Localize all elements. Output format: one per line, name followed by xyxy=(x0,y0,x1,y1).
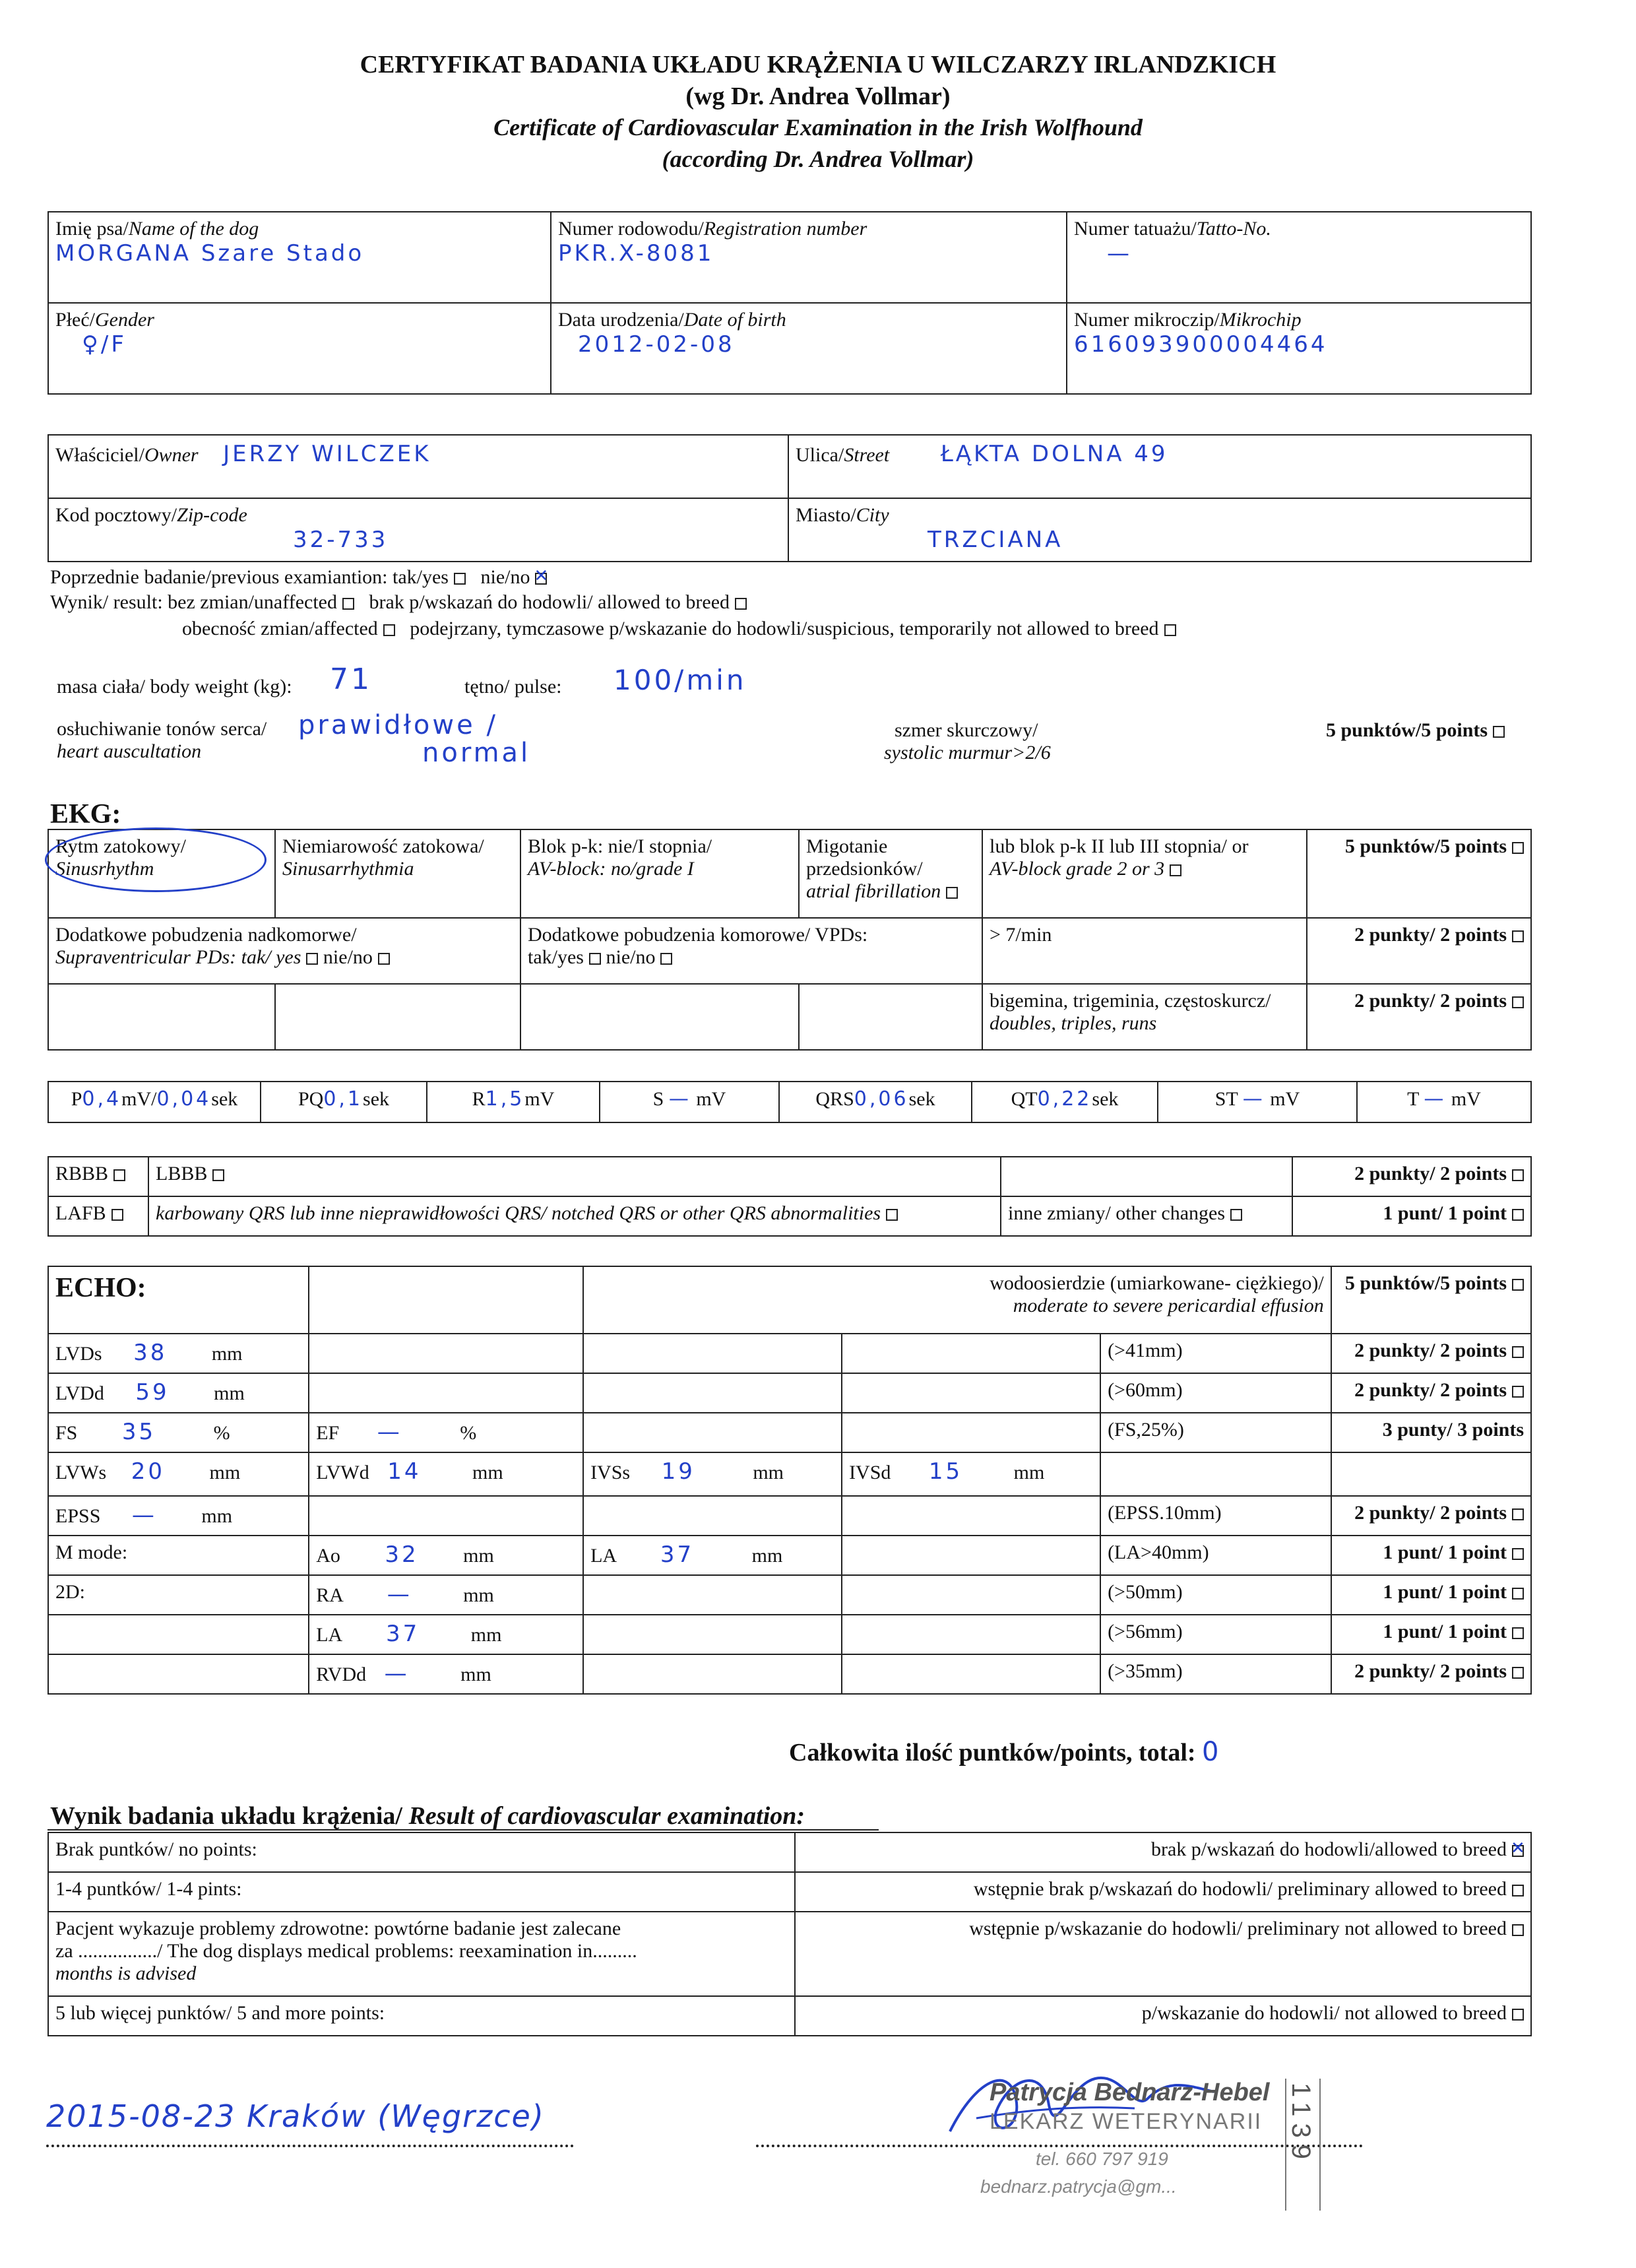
chip-value: 616093900004464 xyxy=(1074,331,1328,358)
qrs-value: 0,06 xyxy=(854,1087,909,1111)
vpd-yes-checkbox[interactable] xyxy=(589,953,601,965)
street-value: ŁĄKTA DOLNA 49 xyxy=(940,441,1168,467)
av2-checkbox[interactable] xyxy=(1170,864,1181,876)
stamp-number: 1139 xyxy=(1286,2083,1315,2166)
ivsd-value: 15 xyxy=(928,1458,963,1485)
gender-label-pl: Płeć/ xyxy=(55,309,95,331)
echo-title: ECHO: xyxy=(55,1273,146,1303)
lbbb-label: LBBB xyxy=(156,1163,208,1184)
lvds-value: 38 xyxy=(133,1340,168,1366)
dob-value: 2012-02-08 xyxy=(578,331,735,358)
total-value: 0 xyxy=(1202,1737,1222,1767)
dob-label-pl: Data urodzenia/ xyxy=(558,309,684,331)
ausc-label-en: heart auscultation xyxy=(57,740,202,762)
city-value: TRZCIANA xyxy=(928,527,1063,553)
r1-left: Brak puntków/ no points: xyxy=(55,1838,257,1860)
weight-label: masa ciała/ body weight (kg): xyxy=(57,676,292,697)
dog-name-label-en: Name of the dog xyxy=(128,218,259,240)
subtitle-en: (according Dr. Andrea Vollmar) xyxy=(662,146,974,172)
sinus-label-pl: Rytm zatokowy/ xyxy=(55,835,186,857)
owner-table xyxy=(47,434,1532,562)
title-en: Certificate of Cardiovascular Examination in the Irish Wolfhound xyxy=(493,114,1143,141)
qt-value: 0,22 xyxy=(1037,1087,1092,1111)
r3-left-3: months is advised xyxy=(55,1962,197,1984)
ra-checkbox[interactable] xyxy=(1512,1588,1524,1600)
r3-checkbox[interactable] xyxy=(1512,1924,1524,1936)
tattoo-value: — xyxy=(1107,240,1132,267)
fs-criterion: (FS,25%) xyxy=(1108,1419,1184,1441)
reg-label-en: Registration number xyxy=(703,218,867,240)
allowed-checkbox[interactable] xyxy=(735,598,747,610)
av2-label-pl: lub blok p-k II lub III stopnia/ or xyxy=(990,835,1249,857)
result-title xyxy=(50,1801,805,1831)
owner-value: JERZY WILCZEK xyxy=(223,441,431,467)
zip-value: 32-733 xyxy=(293,527,389,553)
vpd-no-checkbox[interactable] xyxy=(660,953,672,965)
la2-value: 37 xyxy=(386,1621,420,1647)
av2-label-en: AV-block grade 2 or 3 xyxy=(990,858,1165,880)
stamp-title: LEKARZ WETERYNARII xyxy=(990,2109,1263,2134)
rbbb-label: RBBB xyxy=(55,1163,109,1184)
ekg-points2: 2 punkty/ 2 points xyxy=(1354,924,1507,946)
rvdd-criterion: (>35mm) xyxy=(1108,1660,1183,1682)
suspicious-checkbox[interactable] xyxy=(1164,624,1176,636)
affected-label: obecność zmian/affected xyxy=(182,618,378,639)
weight-value: 71 xyxy=(330,663,372,696)
result-line xyxy=(50,591,747,614)
echo-table: ECHO: wodoosierdzie (umiarkowane- ciężkiego)/ moderate to severe pericardial effusion 5 punktów/5 points LVDs 38 mm (>41mm) 2 punkty/ 2 points LVDd 59 mm (>60mm) 2 punkty/ 2 points FS 35 % EF — % (FS,25%) 3 punty/ 3 points LVWs 20 mm LVWd 14 mm IVSs 19 mm IVSd 15 mm EPSS — mm (EPSS.10mm) 2 punkty/ 2 points M mode: Ao 32 mm LA 37 mm (LA>40mm) 1 punt/ 1 point 2D: RA — mm (>50mm) 1 punt/ 1 point LA 37 mm (>56mm) 1 punt/ 1 point RVDd — mm (>35mm) 2 punkty/ 2 points xyxy=(47,1266,1532,1695)
r2-right: wstępnie brak p/wskazań do hodowli/ preliminary allowed to breed xyxy=(973,1878,1507,1900)
lafb-checkbox[interactable] xyxy=(111,1209,123,1221)
la-value: 37 xyxy=(660,1541,695,1568)
la2-points: 1 punt/ 1 point xyxy=(1383,1621,1507,1642)
la2-checkbox[interactable] xyxy=(1512,1627,1524,1639)
s-value: — xyxy=(668,1087,691,1111)
lvdd-criterion: (>60mm) xyxy=(1108,1379,1183,1401)
result-title-en: Result of cardiovascular examination: xyxy=(408,1802,805,1830)
epss-criterion: (EPSS.10mm) xyxy=(1108,1502,1222,1524)
owner-label-pl: Właściciel/ xyxy=(55,444,144,466)
dog-name-label-pl: Imię psa/ xyxy=(55,218,129,240)
r1-checkbox[interactable] xyxy=(1512,1845,1524,1857)
ekg-points5-checkbox[interactable] xyxy=(1512,842,1524,854)
r2-left: 1-4 puntków/ 1-4 pints: xyxy=(55,1878,242,1900)
zip-label-pl: Kod pocztowy/ xyxy=(55,504,177,526)
bigem-label-en: doubles, triples, runs xyxy=(990,1012,1157,1034)
effusion-points: 5 punktów/5 points xyxy=(1344,1272,1507,1294)
lvwd-value: 14 xyxy=(387,1458,422,1485)
dob-label-en: Date of birth xyxy=(683,309,786,331)
rvdd-value: — xyxy=(384,1660,410,1687)
vpd-label-pl: Dodatkowe pobudzenia komorowe/ VPDs: xyxy=(528,924,868,946)
st-value: — xyxy=(1242,1087,1265,1111)
r2-checkbox[interactable] xyxy=(1512,1885,1524,1896)
lvdd-checkbox[interactable] xyxy=(1512,1386,1524,1398)
effusion-label-pl: wodoosierdzie (umiarkowane- ciężkiego)/ xyxy=(990,1272,1324,1294)
bundle-points2: 2 punkty/ 2 points xyxy=(1354,1163,1507,1184)
subtitle-pl: (wg Dr. Andrea Vollmar) xyxy=(685,82,951,110)
r4-checkbox[interactable] xyxy=(1512,2009,1524,2021)
ausc-value-2: normal xyxy=(422,738,531,768)
la-criterion: (LA>40mm) xyxy=(1108,1541,1209,1563)
ekg-points2b-checkbox[interactable] xyxy=(1512,996,1524,1008)
svpd-no-label: nie/no xyxy=(323,946,373,968)
tattoo-label-en: Tatto-No. xyxy=(1196,218,1271,240)
av-label-en: AV-block: no/grade I xyxy=(528,858,694,880)
pulse-value: 100/min xyxy=(614,664,747,696)
pulse-label: tętno/ pulse: xyxy=(464,676,562,697)
la-points: 1 punt/ 1 point xyxy=(1383,1541,1507,1563)
suspicious-label: podejrzany, tymczasowe p/wskazanie do hodowli/suspicious, temporarily not allowed to breed xyxy=(410,618,1159,639)
lbbb-checkbox[interactable] xyxy=(212,1169,224,1181)
place-date: 2015-08-23 Kraków (Węgrzce) xyxy=(46,2098,545,2134)
rvdd-points: 2 punkty/ 2 points xyxy=(1354,1660,1507,1682)
ekg-values-table: P0,4mV/0,04sek PQ0,1sek R1,5mV S — mV QRS0,06sek QT0,22sek ST — mV T — mV xyxy=(47,1081,1532,1123)
prev-no-checkbox[interactable] xyxy=(535,573,547,585)
ekg-points5: 5 punktów/5 points xyxy=(1344,835,1507,857)
p-value: 0,4 xyxy=(82,1087,122,1111)
previous-exam-line xyxy=(50,566,547,589)
other-checkbox[interactable] xyxy=(1230,1209,1242,1221)
result-title-underline xyxy=(47,1829,879,1831)
prev-yes-checkbox[interactable] xyxy=(454,573,466,585)
city-label-pl: Miasto/ xyxy=(796,504,856,526)
notched-checkbox[interactable] xyxy=(886,1209,898,1221)
arrhythmia-label-pl: Niemiarowość zatokowa/ xyxy=(282,835,484,857)
total-label: Całkowita ilość puntków/points, total: xyxy=(789,1739,1196,1766)
result-table xyxy=(47,1832,1532,2036)
vpd-label-en: tak/yes xyxy=(528,946,584,968)
la-checkbox[interactable] xyxy=(1512,1548,1524,1560)
lvws-value: 20 xyxy=(131,1458,165,1485)
ausc-value-1: prawidłowe / xyxy=(298,710,498,740)
af-label-pl: Migotanie przedsionków/ xyxy=(806,835,923,880)
r-value: 1,5 xyxy=(485,1087,525,1111)
unaffected-checkbox[interactable] xyxy=(342,598,354,610)
ekg-points2b: 2 punkty/ 2 points xyxy=(1354,990,1507,1012)
gender-value: ♀/F xyxy=(82,331,127,358)
r4-right: p/wskazanie do hodowli/ not allowed to breed xyxy=(1141,2002,1507,2024)
ra-value: — xyxy=(387,1581,412,1607)
ausc-label-pl: osłuchiwanie tonów serca/ xyxy=(57,718,267,740)
lvds-criterion: (>41mm) xyxy=(1108,1340,1183,1361)
city-label-en: City xyxy=(856,504,889,526)
street-label-en: Street xyxy=(844,444,890,466)
lvds-points: 2 punkty/ 2 points xyxy=(1354,1340,1507,1361)
r3-left-2: za ................/ The dog displays medical problems: reexamination in......... xyxy=(55,1940,637,1962)
p-duration: 0,04 xyxy=(156,1087,212,1111)
tattoo-label-pl: Numer tatuażu/ xyxy=(1074,218,1197,240)
zip-label-en: Zip-code xyxy=(177,504,247,526)
sinus-label-en: Sinusrhythm xyxy=(55,858,154,880)
r3-right: wstępnie p/wskazanie do hodowli/ preliminary not allowed to breed xyxy=(969,1918,1507,1939)
owner-label-en: Owner xyxy=(144,444,199,466)
svpd-label-en: Supraventricular PDs: tak/ yes xyxy=(55,946,301,968)
murmur-points: 5 punktów/5 points xyxy=(1326,719,1505,742)
fs-points: 3 punty/ 3 points xyxy=(1382,1419,1524,1441)
lvds-checkbox[interactable] xyxy=(1512,1346,1524,1358)
allowed-label: brak p/wskazań do hodowli/ allowed to breed xyxy=(369,591,730,613)
street-label-pl: Ulica/ xyxy=(796,444,844,466)
ra-criterion: (>50mm) xyxy=(1108,1581,1183,1603)
reg-label-pl: Numer rodowodu/ xyxy=(558,218,704,240)
svpd-yes-checkbox[interactable] xyxy=(306,953,318,965)
rvdd-checkbox[interactable] xyxy=(1512,1667,1524,1679)
bigem-label-pl: bigemina, trigeminia, częstoskurcz/ xyxy=(990,990,1271,1012)
murmur-label-en: systolic murmur>2/6 xyxy=(884,742,1051,763)
dog-table xyxy=(47,211,1532,395)
effusion-label-en: moderate to severe pericardial effusion xyxy=(1013,1295,1324,1316)
svpd-label-pl: Dodatkowe pobudzenia nadkomorwe/ xyxy=(55,924,357,946)
notched-label: karbowany QRS lub inne nieprawidłowości QRS/ notched QRS or other QRS abnormalities xyxy=(156,1202,881,1224)
stamp-mail: bednarz.patrycja@gm... xyxy=(980,2176,1177,2197)
murmur-checkbox[interactable] xyxy=(1493,726,1505,738)
stamp-name: Patrycja Bednarz-Hebel xyxy=(990,2079,1270,2106)
r4-left: 5 lub więcej punktów/ 5 and more points: xyxy=(55,2002,385,2024)
reg-value: PKR.X-8081 xyxy=(558,240,714,267)
av-label-pl: Blok p-k: nie/I stopnia/ xyxy=(528,835,712,857)
chip-label-pl: Numer mikroczip/ xyxy=(1074,309,1220,331)
dog-name-value: MORGANA Szare Stado xyxy=(55,240,365,267)
affected-line xyxy=(182,618,1176,640)
arrhythmia-label-en: Sinusarrhythmia xyxy=(282,858,414,880)
r3-left-1: Pacjent wykazuje problemy zdrowotne: powtórne badanie jest zalecane xyxy=(55,1918,621,1939)
bundle-point1-checkbox[interactable] xyxy=(1512,1209,1524,1221)
affected-checkbox[interactable] xyxy=(383,624,395,636)
ao-value: 32 xyxy=(385,1541,419,1568)
result-title-pl: Wynik badania układu krążenia/ xyxy=(50,1802,409,1830)
ef-value: — xyxy=(377,1419,402,1445)
svpd-no-checkbox[interactable] xyxy=(378,953,390,965)
epss-checkbox[interactable] xyxy=(1512,1508,1524,1520)
af-checkbox[interactable] xyxy=(946,887,958,899)
ra-points: 1 punt/ 1 point xyxy=(1383,1581,1507,1603)
lvdd-value: 59 xyxy=(135,1379,170,1406)
ekg-title: EKG: xyxy=(50,799,121,829)
title-pl: CERTYFIKAT BADANIA UKŁADU KRĄŻENIA U WILCZARZY IRLANDZKICH xyxy=(360,51,1276,79)
gender-label-en: Gender xyxy=(95,309,154,331)
la2-criterion: (>56mm) xyxy=(1108,1621,1183,1642)
total-line xyxy=(789,1737,1222,1767)
stamp-tel: tel. 660 797 919 xyxy=(1036,2149,1168,2169)
bundle-point1: 1 punt/ 1 point xyxy=(1383,1202,1507,1224)
prev-no-label: nie/no xyxy=(480,566,530,588)
sinus-circle xyxy=(45,827,267,892)
rbbb-checkbox[interactable] xyxy=(113,1169,125,1181)
r1-right: brak p/wskazań do hodowli/allowed to breed xyxy=(1150,1838,1507,1860)
result-label: Wynik/ result: bez zmian/unaffected xyxy=(50,591,337,613)
twod-label: 2D: xyxy=(55,1581,85,1603)
epss-points: 2 punkty/ 2 points xyxy=(1354,1502,1507,1524)
af-label-en: atrial fibrillation xyxy=(806,880,941,902)
ekg-table xyxy=(47,829,1532,1051)
bundle-table xyxy=(47,1156,1532,1237)
ekg-points2-checkbox[interactable] xyxy=(1512,930,1524,942)
vpd-no-label: nie/no xyxy=(606,946,656,968)
other-label: inne zmiany/ other changes xyxy=(1008,1202,1226,1224)
effusion-checkbox[interactable] xyxy=(1512,1279,1524,1291)
stamp-number-box xyxy=(1285,2079,1321,2211)
gt7-label: > 7/min xyxy=(990,924,1052,946)
previous-exam-label: Poprzednie badanie/previous examiantion: tak/yes xyxy=(50,566,449,588)
lafb-label: LAFB xyxy=(55,1202,106,1224)
bundle-points2-checkbox[interactable] xyxy=(1512,1169,1524,1181)
ivss-value: 19 xyxy=(661,1458,695,1485)
mmode-label: M mode: xyxy=(55,1541,128,1563)
place-date-line xyxy=(46,2145,574,2147)
epss-value: — xyxy=(131,1502,157,1528)
pq-value: 0,1 xyxy=(323,1087,363,1111)
chip-label-en: Mikrochip xyxy=(1219,309,1302,331)
fs-value: 35 xyxy=(121,1419,156,1445)
t-value: — xyxy=(1424,1087,1447,1111)
murmur-label-pl: szmer skurczowy/ xyxy=(895,719,1038,741)
lvdd-points: 2 punkty/ 2 points xyxy=(1354,1379,1507,1401)
